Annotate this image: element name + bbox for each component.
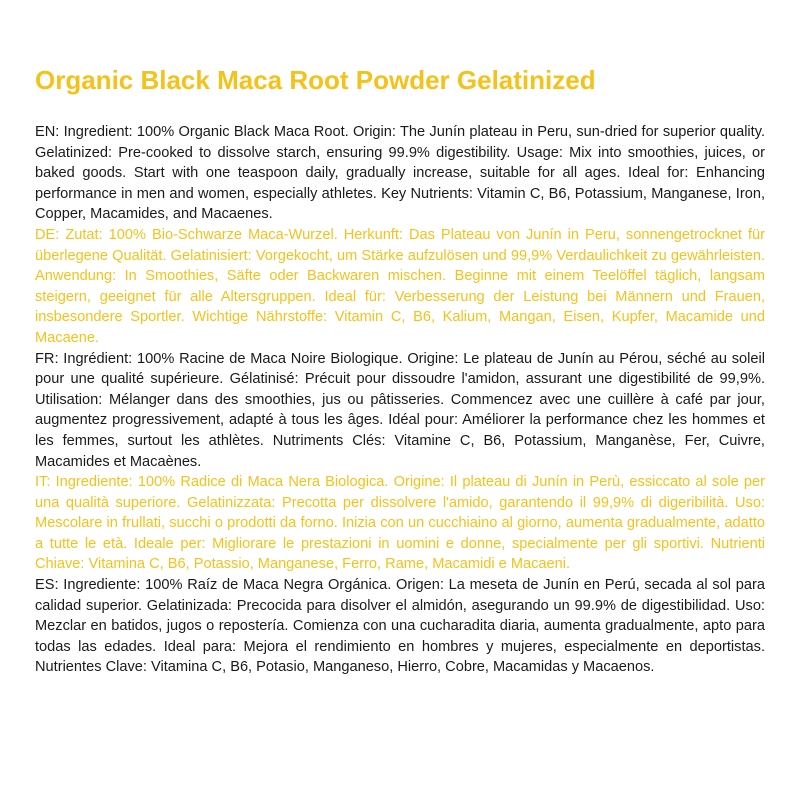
- page-title: Organic Black Maca Root Powder Gelatinized: [35, 65, 596, 95]
- product-label: [35, 60, 765, 678]
- paragraph-it: IT: Ingrediente: 100% Radice di Maca Nera Biologica. Origine: Il plateau di Junín in Perù, essiccato al sole per una qualità superiore. Gelatinizzata: Precotta per dissolvere l'amido, garantendo il 99,9% di digeribilità. Uso: Mescolare in frullati, succhi o prodotti da forno. Inizia con un cucchiaino al giorno, aumenta gradualmente, adatto a tutte le età. Ideale per: Migliorare le prestazioni in uomini e donne, specialmente per gli sportivi. Nutrienti Chiave: Vitamina C, B6, Potassio, Manganese, Ferro, Rame, Macamidi e Macaeni.: [35, 474, 765, 573]
- paragraph-fr: FR: Ingrédient: 100% Racine de Maca Noire Biologique. Origine: Le plateau de Junín au Pérou, séché au soleil pour une qualité supérieure. Gélatinisé: Précuit pour dissoudre l'amidon, assurant une digestibilité de 99,9%. Utilisation: Mélanger dans des smoothies, jus ou pâtisseries. Commencez avec une cuillère à café par jour, augmentez progressivement, adapté à tous les âges. Idéal pour: Améliorer la performance chez les hommes et les femmes, surtout les athlètes. Nutriments Clés: Vitamine C, B6, Potassium, Manganèse, Fer, Cuivre, Macamides et Macaènes.: [35, 350, 765, 470]
- paragraph-en: EN: Ingredient: 100% Organic Black Maca Root. Origin: The Junín plateau in Peru, sun-dried for superior quality. Gelatinized: Pre-cooked to dissolve starch, ensuring 99.9% digestibility. Usage: Mix into smoothies, juices, or baked goods. Start with one teaspoon daily, gradually increase, suitable for all ages. Ideal for: Enhancing performance in men and women, especially athletes. Key Nutrients: Vitamin C, B6, Potassium, Manganese, Iron, Copper, Macamides, and Macaenes.: [35, 124, 765, 223]
- paragraph-de: DE: Zutat: 100% Bio-Schwarze Maca-Wurzel. Herkunft: Das Plateau von Junín in Peru, sonnengetrocknet für überlegene Qualität. Gelatinisiert: Vorgekocht, um Stärke aufzulösen und 99,9% Verdaulichkeit zu gewährleisten. Anwendung: In Smoothies, Säfte oder Backwaren mischen. Beginne mit einem Teelöffel täglich, langsam steigern, geeignet für alle Altersgruppen. Ideal für: Verbesserung der Leistung bei Männern und Frauen, insbesondere Sportler. Wichtige Nährstoffe: Vitamin C, B6, Kalium, Mangan, Eisen, Kupfer, Macamide und Macaene.: [35, 226, 765, 346]
- multilingual-description: [35, 122, 765, 678]
- paragraph-es: ES: Ingrediente: 100% Raíz de Maca Negra Orgánica. Origen: La meseta de Junín en Perú, secada al sol para calidad superior. Gelatinizada: Precocida para disolver el almidón, asegurando un 99.9% de digestibilidad. Uso: Mezclar en batidos, jugos o repostería. Comienza con una cucharadita diaria, aumenta gradualmente, apto para todas las edades. Ideal para: Mejora el rendimiento en hombres y mujeres, especialmente en deportistas. Nutrientes Clave: Vitamina C, B6, Potasio, Manganeso, Hierro, Cobre, Macamidas y Macaenos.: [35, 577, 765, 676]
